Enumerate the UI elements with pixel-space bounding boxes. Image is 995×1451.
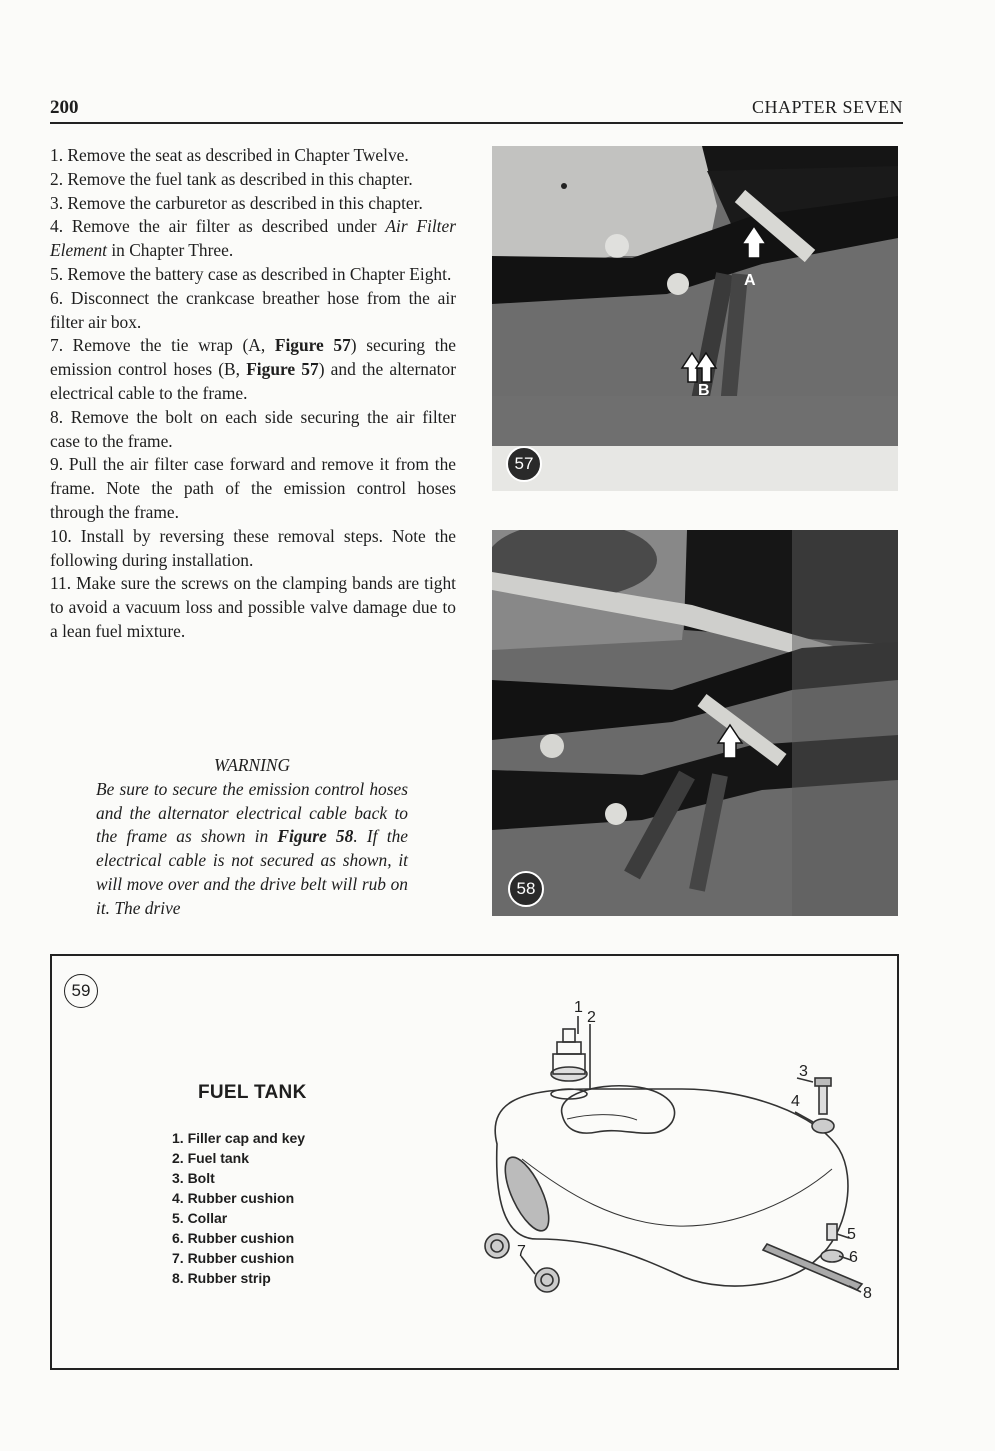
warning-title: WARNING (213, 755, 291, 775)
step-2: 2. Remove the fuel tank as described in this chapter. (50, 168, 413, 189)
step-11: 11. Make sure the screws on the clamping bands are tight to avoid a vacuum loss and possible valve damage due to a lean fuel mixture. (50, 573, 456, 641)
warning-block (96, 754, 408, 921)
step-7 (50, 334, 456, 405)
part-item: 4. Rubber cushion (172, 1190, 295, 1206)
step-7-text: 7. Remove the tie wrap (A, (50, 335, 275, 356)
step-5: 5. Remove the battery case as described in Chapter Eight. (50, 263, 452, 284)
figure-58-photo (492, 530, 898, 916)
warning-text-1: Be sure to secure the emission control hoses and the alternator electrical cable back to the frame as shown in (96, 778, 408, 847)
figure-59-diagram (50, 954, 899, 1370)
figure-ref: Figure 57 (246, 359, 319, 380)
warning-text-2: . If the electrical cable is not secured as shown, it will move over and the drive belt will rub on it. The drive (96, 826, 408, 918)
step-7-text-3: ) and the alternator electrical cable to the frame. (50, 359, 456, 403)
callout-8: 8 (863, 1285, 872, 1302)
step-4-text-end: in Chapter Three. (106, 240, 234, 261)
callout-7: 7 (517, 1243, 526, 1260)
bolt-icon (812, 1078, 834, 1133)
figure-58-illustration (492, 530, 898, 916)
figure-59-number: 59 (64, 974, 98, 1008)
step-4-text: 4. Remove the air filter as described under (50, 216, 386, 237)
chapter-title: CHAPTER SEVEN (751, 97, 903, 117)
part-item: 7. Rubber cushion (172, 1250, 295, 1266)
header-rule (50, 122, 903, 124)
figure-ref: Figure 58 (277, 826, 354, 847)
callout-4: 4 (791, 1093, 800, 1110)
step-10: 10. Install by reversing these removal steps. Note the following during installation. (50, 525, 456, 570)
part-item: 3. Bolt (172, 1170, 215, 1186)
step-4-reference: Air Filter Element (50, 216, 456, 261)
step-8: 8. Remove the bolt on each side securing the air filter case to the frame. (50, 406, 456, 451)
step-7-text-2: ) securing the emission control hoses (B, (50, 335, 456, 380)
callout-5: 5 (847, 1226, 856, 1243)
callout-6: 6 (849, 1249, 858, 1266)
procedure-steps (50, 144, 456, 644)
callout-3: 3 (799, 1063, 808, 1080)
label-b: B (698, 382, 710, 399)
figure-58-number: 58 (508, 871, 544, 907)
step-9: 9. Pull the air filter case forward and remove it from the frame. Note the path of the emission control hoses through the frame. (50, 454, 456, 522)
part-item: 8. Rubber strip (172, 1270, 271, 1286)
parts-list (172, 1128, 305, 1288)
figure-57-illustration (492, 146, 898, 491)
diagram-title: FUEL TANK (198, 1082, 307, 1103)
step-1: 1. Remove the seat as described in Chapter Twelve. (50, 145, 409, 165)
part-item: 6. Rubber cushion (172, 1230, 295, 1246)
step-3: 3. Remove the carburetor as described in this chapter. (50, 192, 423, 213)
step-6: 6. Disconnect the crankcase breather hose from the air filter air box. (50, 287, 456, 332)
callout-1: 1 (574, 999, 583, 1016)
warning-text (96, 778, 408, 921)
figure-57-number: 57 (506, 446, 542, 482)
label-a: A (744, 272, 756, 289)
page-number: 200 (50, 97, 79, 118)
callout-2: 2 (587, 1009, 596, 1026)
figure-57-photo (492, 146, 898, 491)
figure-ref: Figure 57 (274, 335, 351, 356)
step-4 (50, 215, 456, 263)
filler-recess (562, 1086, 675, 1134)
part-item: 2. Fuel tank (172, 1150, 250, 1166)
page-header (50, 97, 903, 125)
part-item: 5. Collar (172, 1210, 228, 1226)
fuel-tank-illustration (477, 994, 877, 1324)
part-item: 1. Filler cap and key (172, 1130, 306, 1146)
